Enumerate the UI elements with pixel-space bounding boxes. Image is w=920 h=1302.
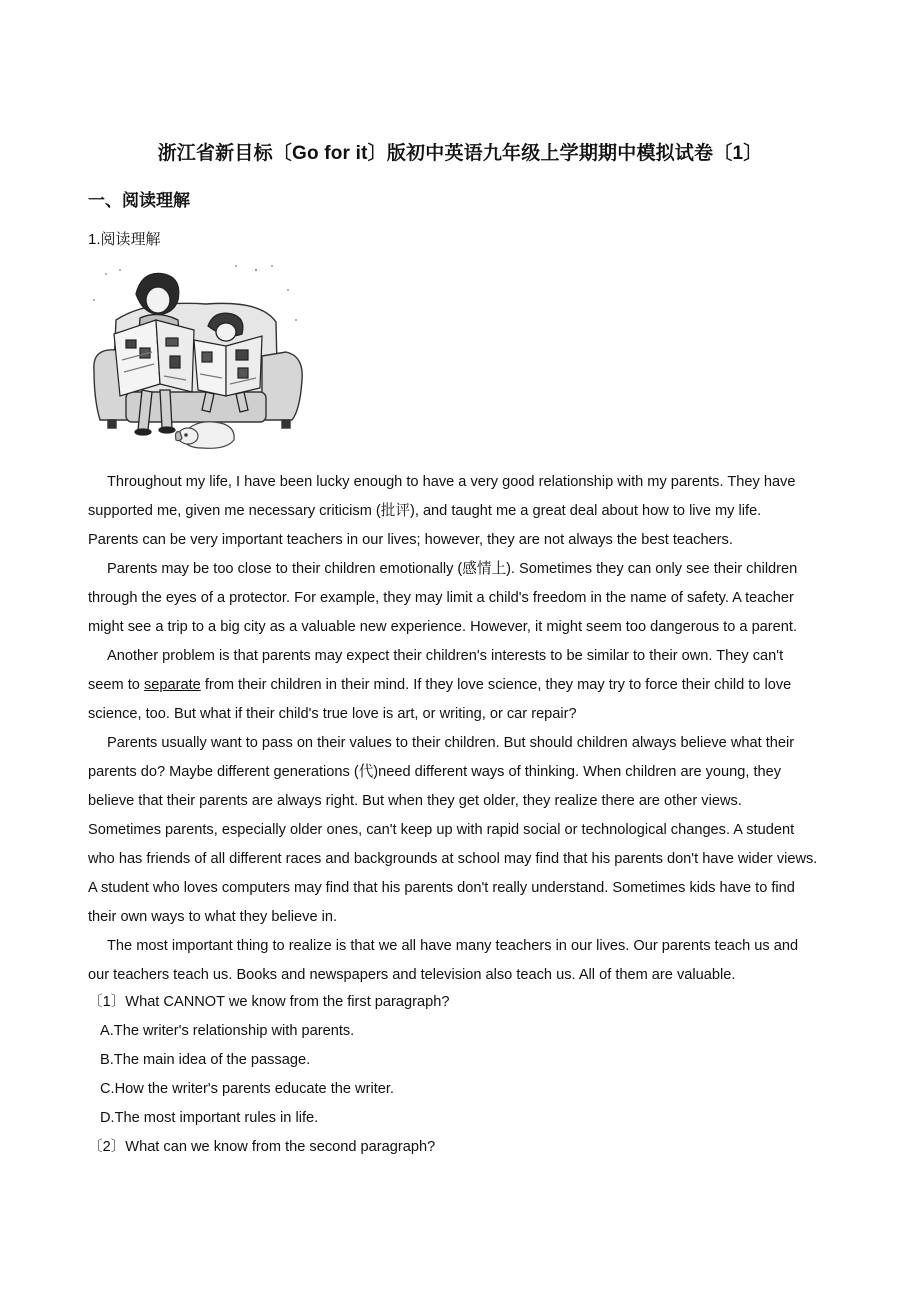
questions-block <box>88 988 449 1162</box>
passage-line: Parents usually want to pass on their values to their children. But should children always believe what their <box>107 735 795 751</box>
passage-line: parents do? Maybe different generations (代)need different ways of thinking. When children are young, they <box>88 764 782 780</box>
question-1-option-d: D.The most important rules in life. <box>100 1110 319 1126</box>
passage-line: Another problem is that parents may expect their children's interests to be similar to their own. They can't <box>107 648 784 664</box>
dog-figure <box>176 422 235 449</box>
mother-newspaper <box>114 320 194 396</box>
question-1-option-c: C.How the writer's parents educate the writer. <box>100 1081 394 1097</box>
page-title: 浙江省新目标〔Go for it〕版初中英语九年级上学期期中模拟试卷〔1〕 <box>157 143 763 164</box>
passage-text: from their children in their mind. If they love science, they may try to force their child to love <box>200 677 792 693</box>
section-heading: 一、阅读理解 <box>88 191 190 210</box>
reading-family-illustration <box>86 260 308 456</box>
passage-line: Parents may be too close to their children emotionally (感情上). Sometimes they can only see their children <box>107 561 798 577</box>
reading-passage <box>88 468 848 990</box>
passage-line: who has friends of all different races and backgrounds at school may find that his parents don't have wider views. <box>88 851 818 867</box>
passage-paragraph-3 <box>88 642 848 729</box>
passage-line: through the eyes of a protector. For example, they may limit a child's freedom in the name of safety. A teacher <box>88 590 794 606</box>
passage-line: Sometimes parents, especially older ones, can't keep up with rapid social or technological changes. A student <box>88 822 795 838</box>
passage-text: seem to <box>88 677 144 693</box>
question-1-option-a: A.The writer's relationship with parents. <box>100 1023 355 1039</box>
passage-line: The most important thing to realize is that we all have many teachers in our lives. Our parents teach us and <box>107 938 799 954</box>
question-2: 〔2〕What can we know from the second paragraph? <box>88 1139 436 1155</box>
underlined-word-separate: separate <box>143 677 201 693</box>
passage-line: A student who loves computers may find that his parents don't really understand. Sometimes kids have to find <box>88 880 795 896</box>
passage-line: Parents can be very important teachers in our lives; however, they are not always the best teachers. <box>88 532 733 548</box>
passage-line: believe that their parents are always right. But when they get older, they realize there are other views. <box>88 793 742 809</box>
passage-line <box>69 671 848 700</box>
child-newspaper <box>194 336 262 396</box>
passage-paragraph-5 <box>88 932 848 990</box>
question-1: 〔1〕What CANNOT we know from the first paragraph? <box>88 994 450 1010</box>
passage-line: supported me, given me necessary criticism (批评), and taught me a great deal about how to live my life. <box>88 503 762 519</box>
passage-paragraph-2 <box>88 555 848 642</box>
passage-paragraph-1 <box>88 468 848 555</box>
passage-paragraph-4 <box>88 729 848 932</box>
passage-line: science, too. But what if their child's true love is art, or writing, or car repair? <box>88 706 577 722</box>
passage-line: our teachers teach us. Books and newspapers and television also teach us. All of them are valuable. <box>88 967 736 983</box>
question-1-option-b: B.The main idea of the passage. <box>100 1052 311 1068</box>
passage-line: might see a trip to a big city as a valuable new experience. However, it might seem too dangerous to a parent. <box>88 619 798 635</box>
passage-line: Throughout my life, I have been lucky enough to have a very good relationship with my parents. They have <box>107 474 796 490</box>
passage-line: their own ways to what they believe in. <box>88 909 338 925</box>
question-number: 1.阅读理解 <box>88 231 161 248</box>
